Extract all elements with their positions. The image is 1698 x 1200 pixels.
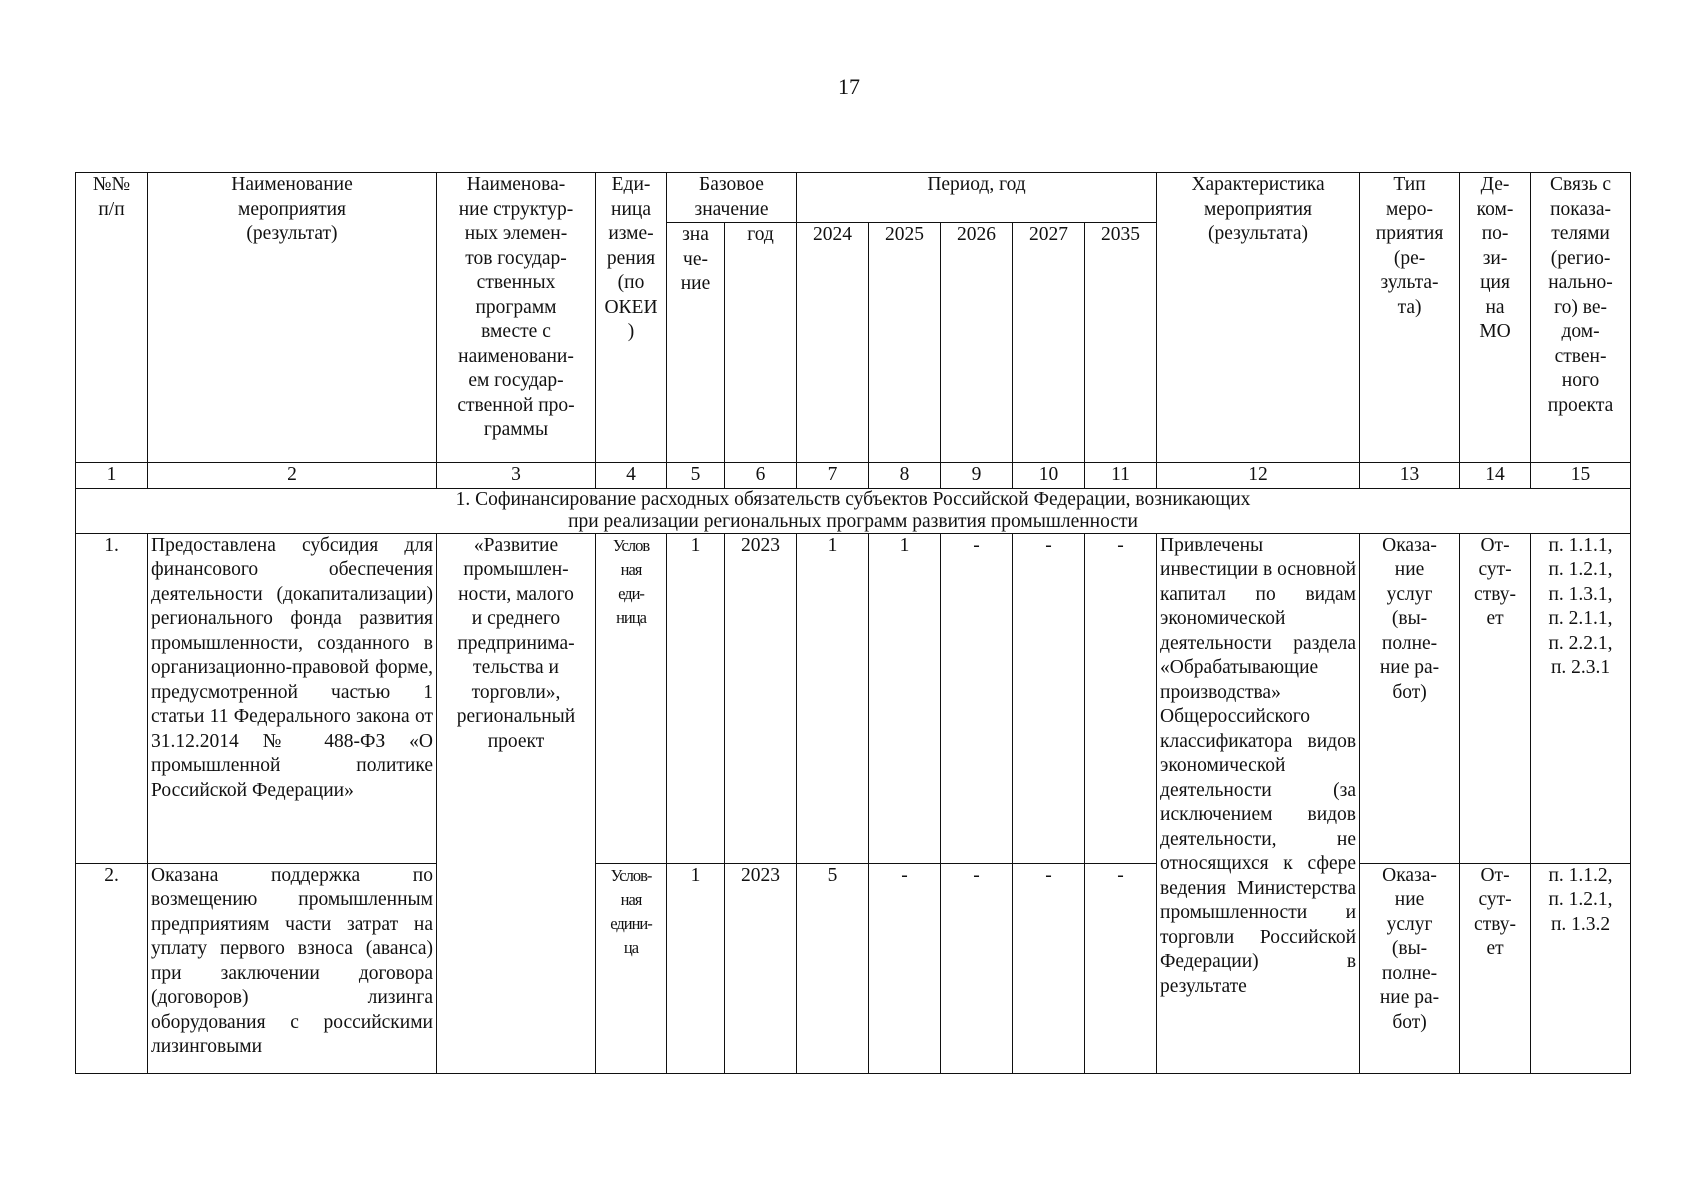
row-type: Оказа- ние услуг (вы- полне- ние ра- бот) (1360, 863, 1460, 1073)
header-type: Тип меро- приятия (ре- зульта- та) (1360, 173, 1460, 463)
row-base-value: 1 (667, 863, 725, 1073)
events-table (75, 172, 1631, 1074)
row-event-name: Оказана поддержка по возмещению промышленным предприятиям части затрат на уплату первого взноса (аванса) при заключении договора (договоров) лизинга оборудования с российскими лизинговыми (148, 863, 437, 1073)
header-year: 2025 (869, 223, 941, 463)
row-value-2035: - (1085, 533, 1157, 863)
row-links: п. 1.1.2, п. 1.2.1, п. 1.3.2 (1531, 863, 1631, 1073)
row-base-value: 1 (667, 533, 725, 863)
header-links: Связь с показа- телями (регио- нально- го) ве- дом- ствен- ного проекта (1531, 173, 1631, 463)
header-unit: Еди- ница изме- рения (по ОКЕИ ) (596, 173, 667, 463)
column-number: 9 (941, 463, 1013, 489)
row-value-2024: 5 (797, 863, 869, 1073)
column-number: 11 (1085, 463, 1157, 489)
header-year: 2026 (941, 223, 1013, 463)
header-row-1 (76, 173, 1631, 223)
column-number: 2 (148, 463, 437, 489)
header-period: Период, год (797, 173, 1157, 223)
page-number: 17 (838, 74, 860, 99)
row-value-2026: - (941, 863, 1013, 1073)
row-value-2027: - (1013, 863, 1085, 1073)
row-num: 1. (76, 533, 148, 863)
row-base-year: 2023 (725, 863, 797, 1073)
row-unit: Услов- ная едини- ца (596, 863, 667, 1073)
column-numbers-row (76, 463, 1631, 489)
row-event-name: Предоставлена субсидия для финансового обеспечения деятельности (докапитализации) регионального фонда развития промышленности, созданного в организационно-правовой форме, предусмотренной частью 1 статьи 11 Федерального закона от 31.12.2014 № 488-ФЗ «О промышленной политике Российской Федерации» (148, 533, 437, 863)
row-value-2024: 1 (797, 533, 869, 863)
row-program: «Развитие промышлен- ности, малого и среднего предпринима- тельства и торговли», региональный проект (437, 533, 596, 1073)
header-year: 2024 (797, 223, 869, 463)
column-number: 1 (76, 463, 148, 489)
row-decomposition: От- сут- ству- ет (1460, 533, 1531, 863)
header-event-name: Наименование мероприятия (результат) (148, 173, 437, 463)
row-characteristic: Привлечены инвестиции в основной капитал по видам экономической деятельности раздела «Обрабатывающие производства» Общероссийского классификатора видов экономической деятельности (за исключением видов деятельности, не относящихся к сфере ведения Министерства промышленности и торговли Российской Федерации) в результате (1157, 533, 1360, 1073)
header-decomposition: Де- ком- по- зи- ция на МО (1460, 173, 1531, 463)
column-number: 12 (1157, 463, 1360, 489)
row-type: Оказа- ние услуг (вы- полне- ние ра- бот) (1360, 533, 1460, 863)
table-row (76, 533, 1631, 863)
section-row (76, 488, 1631, 533)
column-number: 5 (667, 463, 725, 489)
column-number: 3 (437, 463, 596, 489)
column-number: 6 (725, 463, 797, 489)
header-num: №№ п/п (76, 173, 148, 463)
row-value-2025: - (869, 863, 941, 1073)
row-links: п. 1.1.1, п. 1.2.1, п. 1.3.1, п. 2.1.1, п. 2.2.1, п. 2.3.1 (1531, 533, 1631, 863)
row-value-2025: 1 (869, 533, 941, 863)
column-number: 13 (1360, 463, 1460, 489)
column-number: 14 (1460, 463, 1531, 489)
header-year: 2035 (1085, 223, 1157, 463)
row-value-2035: - (1085, 863, 1157, 1073)
table-row (76, 863, 1631, 1073)
header-base: Базовое значение (667, 173, 797, 223)
section-title: 1. Софинансирование расходных обязательств субъектов Российской Федерации, возникающих при реализации региональных программ развития промышленности (76, 488, 1631, 533)
header-characteristic: Характеристика мероприятия (результата) (1157, 173, 1360, 463)
column-number: 10 (1013, 463, 1085, 489)
row-value-2026: - (941, 533, 1013, 863)
row-base-year: 2023 (725, 533, 797, 863)
header-base-value: зна че- ние (667, 223, 725, 463)
row-num: 2. (76, 863, 148, 1073)
column-number: 15 (1531, 463, 1631, 489)
header-base-year: год (725, 223, 797, 463)
row-decomposition: От- сут- ству- ет (1460, 863, 1531, 1073)
row-unit: Услов ная еди- ница (596, 533, 667, 863)
header-program: Наименова- ние структур- ных элемен- тов государ- ственных программ вместе с наименовани- ем государ- ственной про- граммы (437, 173, 596, 463)
row-value-2027: - (1013, 533, 1085, 863)
column-number: 4 (596, 463, 667, 489)
column-number: 8 (869, 463, 941, 489)
header-year: 2027 (1013, 223, 1085, 463)
column-number: 7 (797, 463, 869, 489)
